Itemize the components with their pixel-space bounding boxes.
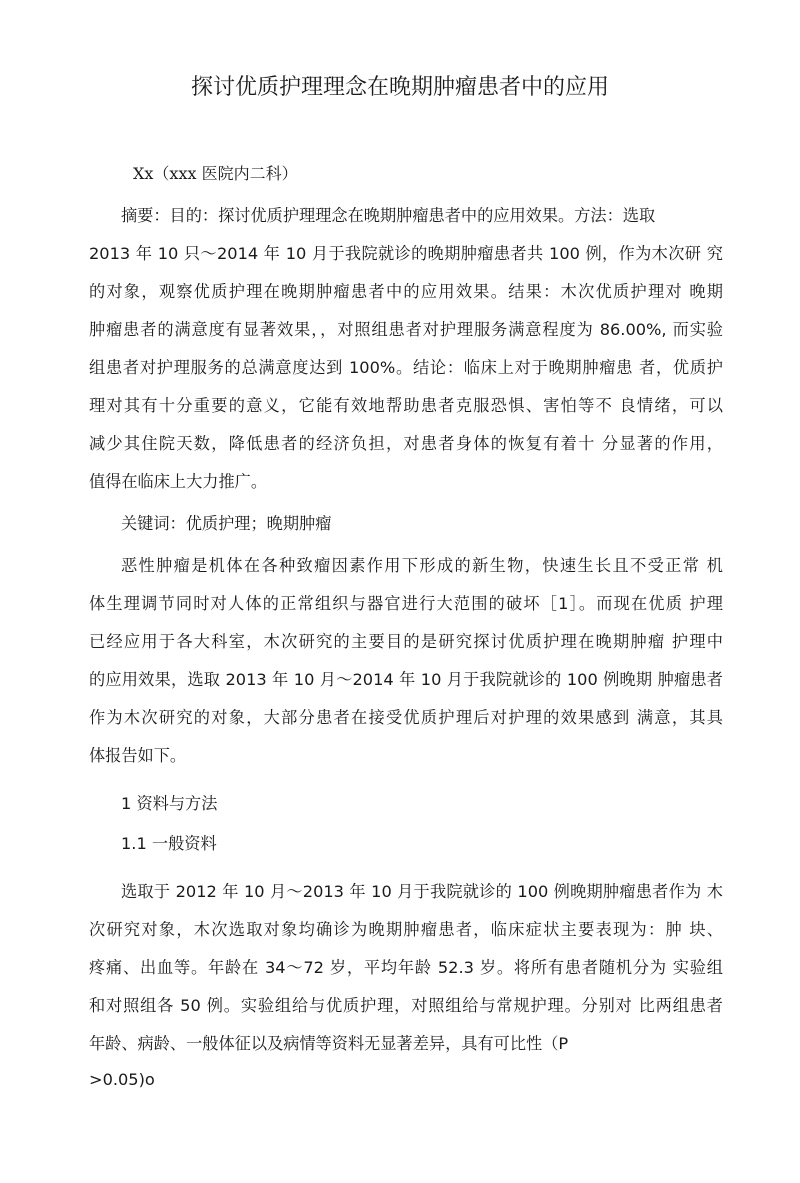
abstract-line: 的对象，观察优质护理在晚期肿瘤患者中的应用效果。结果：木次优质护理对 晚期 xyxy=(89,282,723,301)
abstract-line: 理对其有十分重要的意义，它能有效地帮助患者克服恐惧、害怕等不 良情绪，可以 xyxy=(89,396,723,415)
general-info-line: 和对照组各 50 例。实验组给与优质护理，对照组给与常规护理。分别对 比两组患者 xyxy=(89,996,723,1015)
abstract-line: 肿瘤患者的满意度有显著效果，，对照组患者对护理服务满意程度为 86.00%, 而实验 xyxy=(89,320,723,339)
general-info-line: 年龄、病龄、一般体征以及病情等资料无显著差异，具有可比性（P xyxy=(89,1034,569,1053)
abstract-line: 摘要：目的：探讨优质护理理念在晚期肿瘤患者中的应用效果。方法：选取 xyxy=(121,206,656,225)
document-title: 探讨优质护理理念在晚期肿瘤患者中的应用 xyxy=(190,75,609,100)
section-heading: 1 资料与方法 xyxy=(121,794,218,813)
intro-line: 体报告如下。 xyxy=(89,746,187,765)
general-info-line: 次研究对象，木次选取对象均确诊为晚期肿瘤患者，临床症状主要表现为：肿 块、 xyxy=(89,920,723,939)
intro-line: 已经应用于各大科室，木次研究的主要目的是研究探讨优质护理在晚期肿瘤 护理中 xyxy=(89,632,723,651)
intro-line: 体生理调节同时对人体的正常组织与器官进行大范围的破坏［1］。而现在优质 护理 xyxy=(89,594,723,613)
abstract-line: 2013 年 10 只～2014 年 10 月于我院就诊的晚期肿瘤患者共 100 例，作为木次研 究 xyxy=(89,244,723,263)
intro-line: 的应用效果，选取 2013 年 10 月～2014 年 10 月于我院就诊的 100 例晚期 肿瘤患者 xyxy=(89,670,723,689)
keywords-line: 关键词：优质护理；晚期肿瘤 xyxy=(121,514,332,533)
intro-line: 作为木次研究的对象，大部分患者在接受优质护理后对护理的效果感到 满意，其具 xyxy=(89,708,723,727)
intro-line: 恶性肿瘤是机体在各种致瘤因素作用下形成的新生物，快速生长且不受正常 机 xyxy=(121,556,723,575)
general-info-line: 选取于 2012 年 10 月～2013 年 10 月于我院就诊的 100 例晚期肿瘤患者作为 木 xyxy=(121,882,723,901)
author-affiliation: Xx（xxx 医院内二科） xyxy=(133,164,298,183)
abstract-line: 减少其住院天数，降低患者的经济负担，对患者身体的恢复有着十 分显著的作用， xyxy=(89,434,723,453)
general-info-line: >0.05)o xyxy=(89,1070,155,1089)
abstract-line: 值得在临床上大力推广。 xyxy=(89,472,268,491)
subsection-heading: 1.1 一般资料 xyxy=(121,834,217,853)
abstract-line: 组患者对护理服务的总满意度达到 100%。结论：临床上对于晚期肿瘤患 者，优质护 xyxy=(89,358,723,377)
general-info-line: 疼痛、出血等。年龄在 34～72 岁，平均年龄 52.3 岁。将所有患者随机分为 实验组 xyxy=(89,958,723,977)
